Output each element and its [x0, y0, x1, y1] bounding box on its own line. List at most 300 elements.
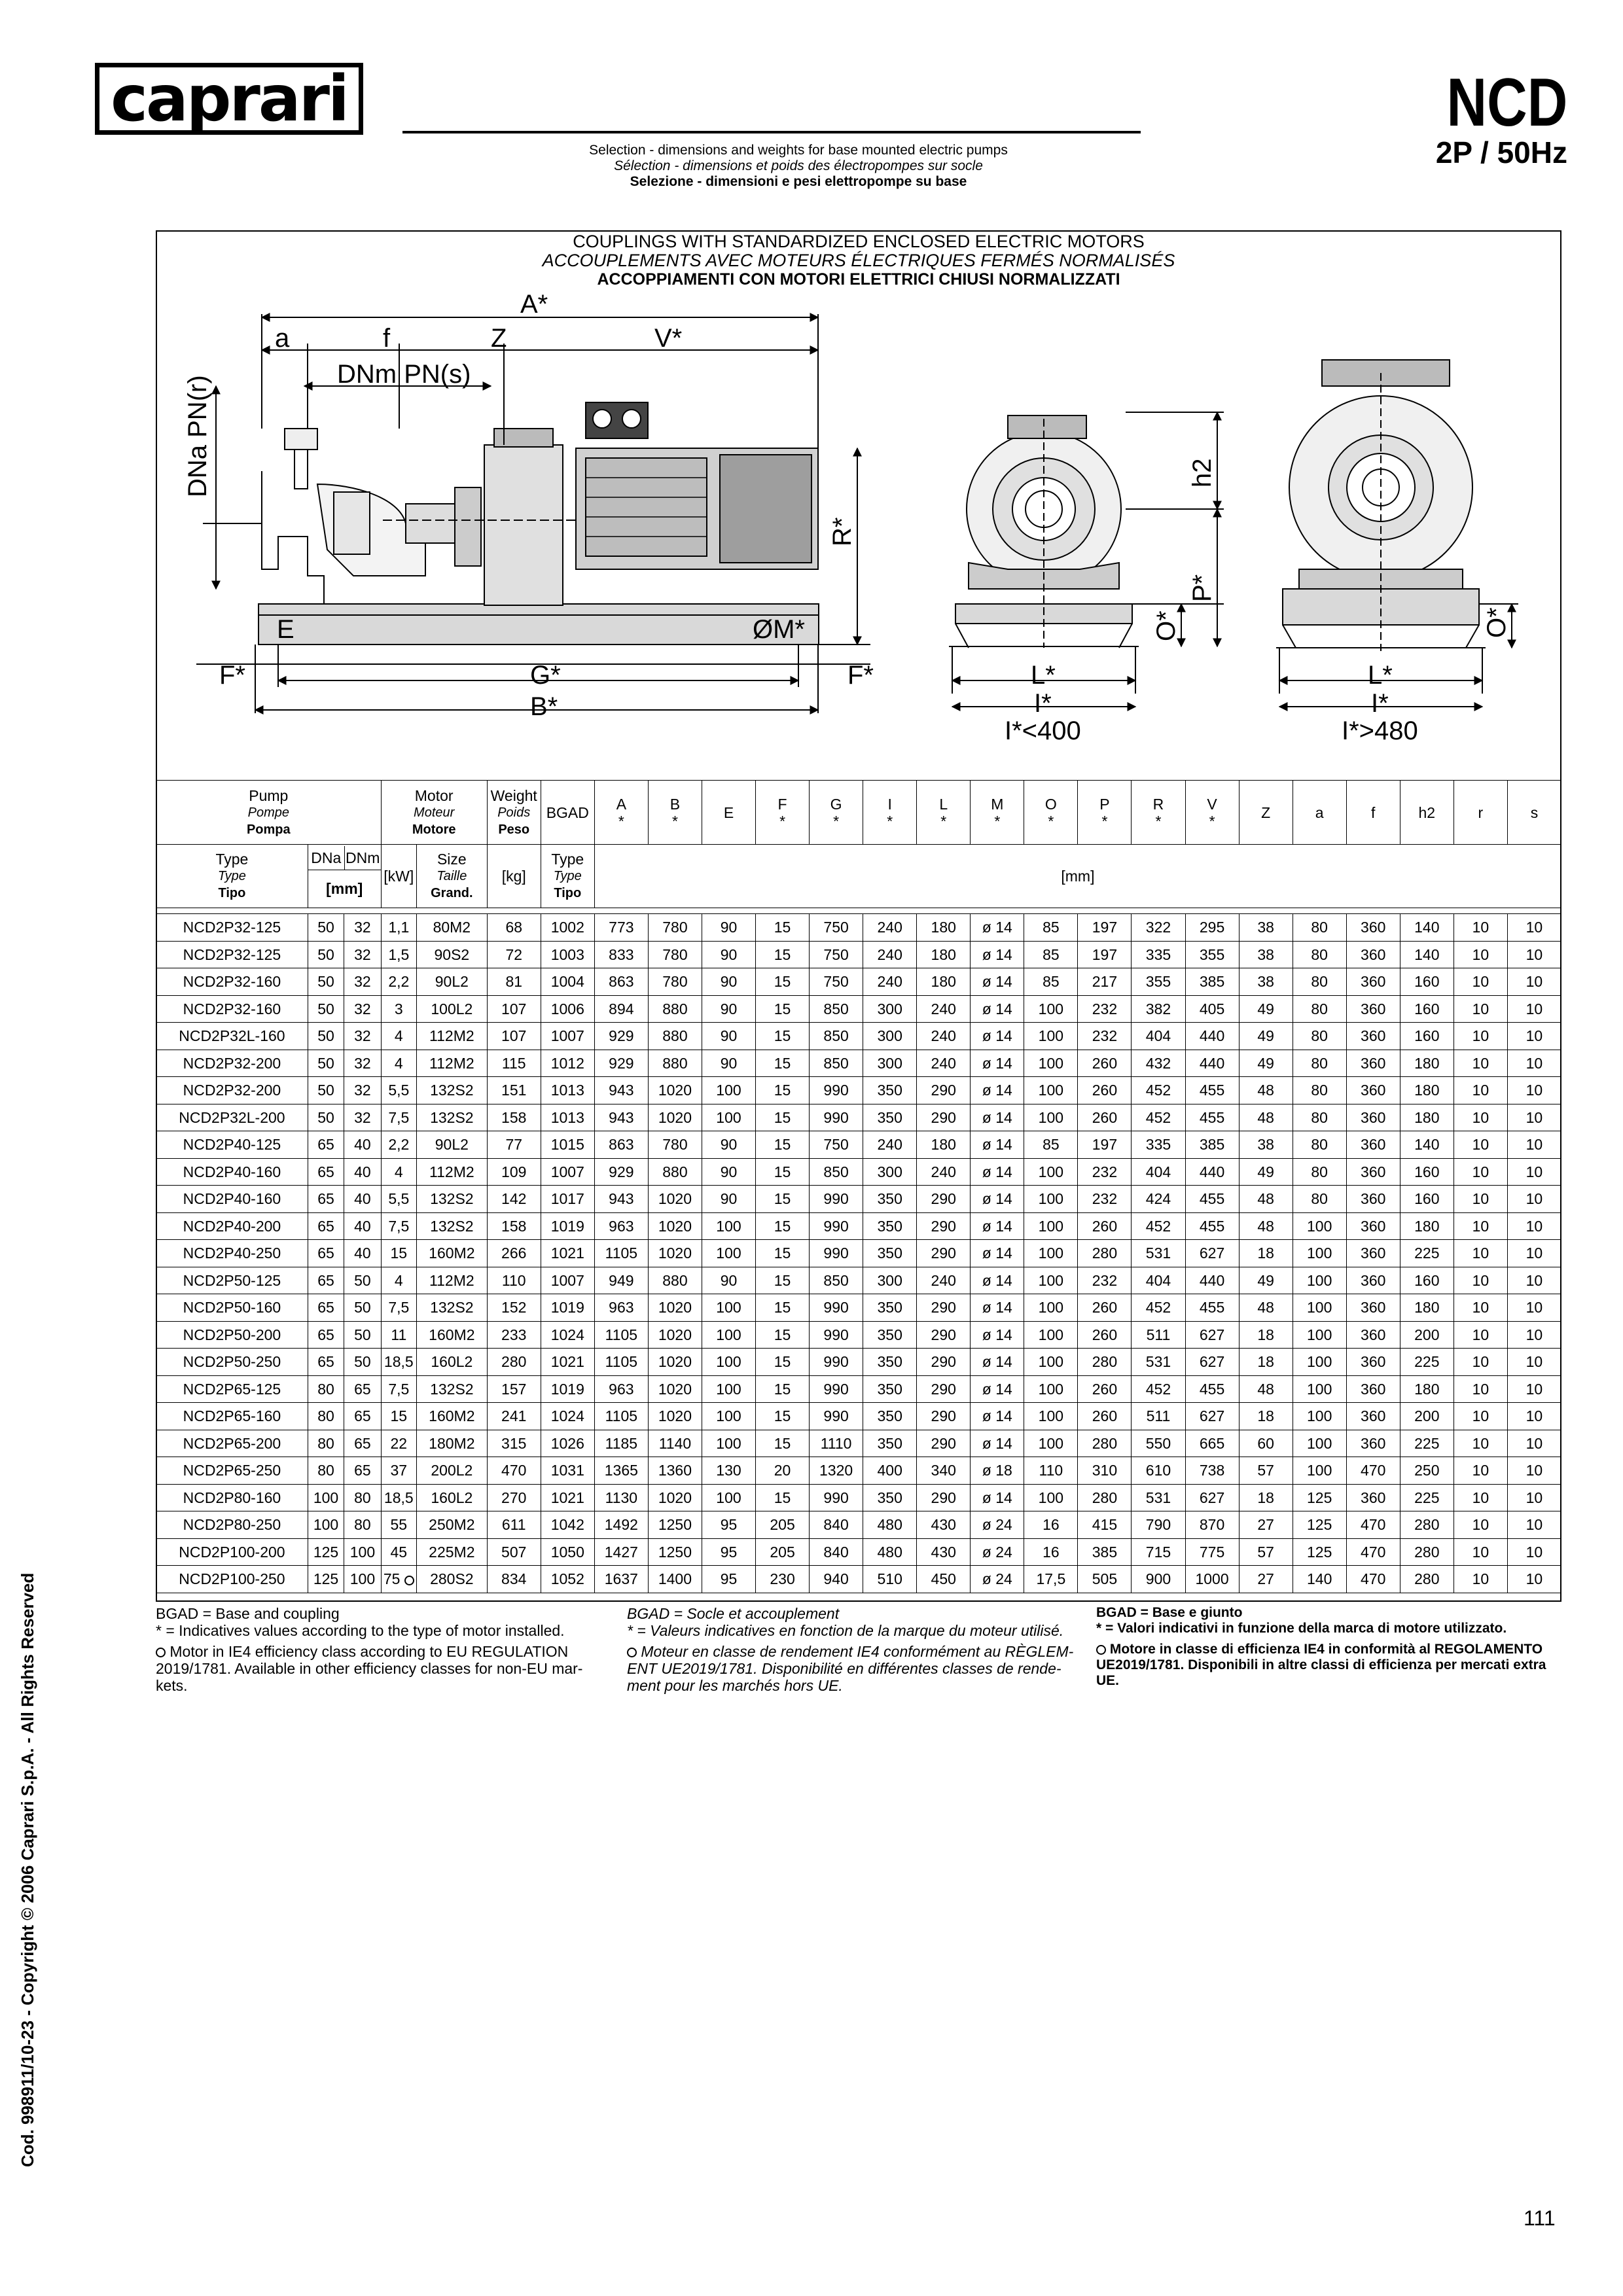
table-cell: 100	[702, 1430, 755, 1457]
table-cell: 450	[917, 1566, 971, 1593]
table-cell: 10	[1507, 1566, 1561, 1593]
table-cell: 57	[1239, 1457, 1293, 1485]
table-cell: 112M2	[416, 1267, 487, 1294]
table-cell: 780	[648, 1131, 702, 1159]
header-dim: a	[1293, 781, 1346, 845]
table-cell: ø 14	[971, 1403, 1024, 1430]
table-cell: 90	[702, 1158, 755, 1186]
table-cell: 95	[702, 1511, 755, 1539]
table-cell: 90	[702, 941, 755, 968]
table-cell: 1017	[541, 1186, 594, 1213]
table-row	[156, 995, 1561, 1023]
table-cell: 1050	[541, 1538, 594, 1566]
table-cell: 80M2	[416, 914, 487, 942]
table-cell: 80	[1293, 995, 1346, 1023]
table-cell: ø 14	[971, 968, 1024, 996]
table-cell: 511	[1132, 1403, 1185, 1430]
pump-type-cell: NCD2P80-160	[156, 1484, 308, 1511]
table-cell: 50	[308, 995, 344, 1023]
table-cell: 90L2	[416, 1131, 487, 1159]
table-cell: 49	[1239, 1158, 1293, 1186]
table-cell: 260	[1078, 1104, 1132, 1131]
table-cell: 100	[702, 1240, 755, 1267]
table-cell: 38	[1239, 941, 1293, 968]
table-cell: 350	[863, 1375, 917, 1403]
table-cell: 125	[308, 1566, 344, 1593]
table-cell: 880	[648, 1158, 702, 1186]
table-cell: 10	[1507, 1186, 1561, 1213]
table-cell: 100	[702, 1403, 755, 1430]
table-cell: 180	[917, 914, 971, 942]
table-cell: 990	[810, 1240, 863, 1267]
table-cell: 100	[344, 1538, 381, 1566]
table-cell: 15	[756, 1104, 810, 1131]
table-row	[156, 1023, 1561, 1050]
table-cell: 780	[648, 968, 702, 996]
label-R: R*	[828, 517, 857, 546]
table-cell: 10	[1454, 1050, 1507, 1077]
table-cell: 80	[1293, 968, 1346, 996]
table-cell: 132S2	[416, 1212, 487, 1240]
table-cell: 15	[756, 968, 810, 996]
table-cell: 250	[1400, 1457, 1454, 1485]
table-cell: 180	[1400, 1375, 1454, 1403]
table-cell: 260	[1078, 1077, 1132, 1104]
table-cell: 160L2	[416, 1349, 487, 1376]
table-cell: 5,5	[381, 1186, 416, 1213]
table-cell: 1427	[594, 1538, 648, 1566]
table-cell: 18	[1239, 1321, 1293, 1349]
table-cell: 627	[1185, 1403, 1239, 1430]
table-cell: 280	[1400, 1538, 1454, 1566]
header-kg: [kg]	[487, 845, 541, 908]
table-cell: 750	[810, 914, 863, 942]
table-cell: 300	[863, 995, 917, 1023]
table-cell: 132S2	[416, 1077, 487, 1104]
table-cell: 90	[702, 995, 755, 1023]
table-cell: 180	[1400, 1050, 1454, 1077]
note-ie4-en: Motor in IE4 efficiency class according to EU REGULATION 2019/1781. Available in other efficiency classes for non-EU mar-kets.	[156, 1643, 583, 1694]
table-cell: 990	[810, 1212, 863, 1240]
table-cell: 100	[1024, 1430, 1078, 1457]
table-cell: 1,5	[381, 941, 416, 968]
table-cell: 160	[1400, 1023, 1454, 1050]
table-cell: 27	[1239, 1511, 1293, 1539]
table-cell: 232	[1078, 1186, 1132, 1213]
note-bgad-it: BGAD = Base e giunto	[1096, 1605, 1243, 1620]
table-cell: 85	[1024, 941, 1078, 968]
table-cell: 100	[1293, 1430, 1346, 1457]
table-cell: 50	[308, 914, 344, 942]
table-cell: 470	[1346, 1511, 1400, 1539]
table-cell: 100	[344, 1566, 381, 1593]
label-a: a	[275, 324, 290, 353]
table-cell: 360	[1346, 1186, 1400, 1213]
table-cell: 1052	[541, 1566, 594, 1593]
table-row	[156, 1294, 1561, 1322]
table-cell: 241	[487, 1403, 541, 1430]
table-cell: 10	[1454, 1186, 1507, 1213]
table-cell: 280	[1400, 1566, 1454, 1593]
table-cell: 10	[1454, 1511, 1507, 1539]
header-pump: Pump Pompe Pompa	[156, 781, 382, 845]
table-cell: 160	[1400, 1186, 1454, 1213]
table-cell: 65	[308, 1158, 344, 1186]
table-cell: 360	[1346, 1077, 1400, 1104]
table-cell: 963	[594, 1212, 648, 1240]
table-row	[156, 968, 1561, 996]
table-cell: 4	[381, 1023, 416, 1050]
table-cell: 38	[1239, 1131, 1293, 1159]
table-cell: ø 14	[971, 1023, 1024, 1050]
table-cell: 335	[1132, 1131, 1185, 1159]
table-cell: 132S2	[416, 1104, 487, 1131]
table-cell: 929	[594, 1023, 648, 1050]
label-I-right: I*	[1371, 689, 1389, 718]
header-size: Size Taille Grand.	[416, 845, 487, 908]
table-cell: 160M2	[416, 1240, 487, 1267]
table-cell: 107	[487, 1023, 541, 1050]
table-cell: 1000	[1185, 1566, 1239, 1593]
table-cell: 180	[917, 968, 971, 996]
couplings-title-fr: ACCOUPLEMENTS AVEC MOTEURS ÉLECTRIQUES FERMÉS NORMALISÉS	[542, 251, 1175, 270]
couplings-title	[156, 232, 1561, 289]
table-cell: 455	[1185, 1077, 1239, 1104]
table-cell: 360	[1346, 1158, 1400, 1186]
table-cell: 611	[487, 1511, 541, 1539]
base-plate	[259, 604, 819, 645]
table-cell: 949	[594, 1267, 648, 1294]
table-cell: 880	[648, 995, 702, 1023]
table-cell: 57	[1239, 1538, 1293, 1566]
table-cell: 100	[1024, 1212, 1078, 1240]
table-cell: 10	[1507, 1131, 1561, 1159]
model-title: NCD	[1446, 65, 1567, 141]
table-cell: 10	[1507, 1212, 1561, 1240]
table-cell: 68	[487, 914, 541, 942]
table-cell: 1003	[541, 941, 594, 968]
table-cell: 452	[1132, 1104, 1185, 1131]
table-cell: 152	[487, 1294, 541, 1322]
table-cell: 290	[917, 1375, 971, 1403]
table-cell: 81	[487, 968, 541, 996]
table-cell: 10	[1454, 941, 1507, 968]
table-cell: 480	[863, 1538, 917, 1566]
table-cell: 32	[344, 1050, 381, 1077]
table-cell: 100	[308, 1511, 344, 1539]
table-cell: 100L2	[416, 995, 487, 1023]
table-cell: 360	[1346, 1375, 1400, 1403]
table-cell: 15	[756, 1158, 810, 1186]
table-cell: 10	[1507, 1321, 1561, 1349]
table-row	[156, 1212, 1561, 1240]
table-cell: 929	[594, 1050, 648, 1077]
table-cell: 240	[917, 1050, 971, 1077]
table-cell: 773	[594, 914, 648, 942]
table-cell: 1020	[648, 1484, 702, 1511]
table-row	[156, 1349, 1561, 1376]
table-cell: ø 24	[971, 1566, 1024, 1593]
table-cell: 260	[1078, 1050, 1132, 1077]
table-cell: 75	[381, 1566, 416, 1593]
table-cell: 80	[1293, 1158, 1346, 1186]
table-cell: 17,5	[1024, 1566, 1078, 1593]
table-cell: 32	[344, 941, 381, 968]
table-cell: 232	[1078, 1023, 1132, 1050]
table-cell: 404	[1132, 1023, 1185, 1050]
table-cell: ø 14	[971, 1484, 1024, 1511]
table-cell: 5,5	[381, 1077, 416, 1104]
table-cell: 290	[917, 1430, 971, 1457]
table-cell: 10	[1454, 914, 1507, 942]
table-cell: 90	[702, 1267, 755, 1294]
table-cell: 90	[702, 1023, 755, 1050]
table-cell: 300	[863, 1267, 917, 1294]
table-cell: 1365	[594, 1457, 648, 1485]
table-cell: 10	[1454, 995, 1507, 1023]
table-row	[156, 1457, 1561, 1485]
table-cell: 180	[1400, 1294, 1454, 1322]
pump-type-cell: NCD2P32L-160	[156, 1023, 308, 1050]
table-cell: 1002	[541, 914, 594, 942]
table-cell: 32	[344, 1023, 381, 1050]
table-cell: 404	[1132, 1267, 1185, 1294]
label-A: A*	[520, 290, 548, 319]
table-cell: 65	[308, 1212, 344, 1240]
table-cell: 480	[863, 1511, 917, 1539]
pump-type-cell: NCD2P100-200	[156, 1538, 308, 1566]
table-cell: 385	[1185, 1131, 1239, 1159]
label-M: ØM*	[753, 615, 805, 644]
table-cell: ø 24	[971, 1538, 1024, 1566]
pump-type-cell: NCD2P40-200	[156, 1212, 308, 1240]
table-cell: 109	[487, 1158, 541, 1186]
table-row	[156, 1158, 1561, 1186]
table-cell: 100	[702, 1349, 755, 1376]
table-cell: 32	[344, 995, 381, 1023]
note-ie4-fr: Moteur en classe de rendement IE4 conformément au RÈGLEM-ENT UE2019/1781. Disponibilité en différentes classes de rende-ment pour les marchés hors UE.	[627, 1643, 1074, 1694]
table-row	[156, 1240, 1561, 1267]
table-cell: 80	[1293, 1050, 1346, 1077]
table-cell: 10	[1507, 1538, 1561, 1566]
header-dim: r	[1454, 781, 1507, 845]
table-cell: 160M2	[416, 1321, 487, 1349]
table-cell: 100	[1024, 1104, 1078, 1131]
header-dim: M *	[971, 781, 1024, 845]
frequency-label: 2P / 50Hz	[1435, 135, 1567, 169]
ie4-circle-icon	[1096, 1645, 1106, 1655]
table-cell: 1105	[594, 1321, 648, 1349]
table-cell: 360	[1346, 1240, 1400, 1267]
table-cell: 335	[1132, 941, 1185, 968]
table-cell: 18	[1239, 1349, 1293, 1376]
table-cell: 15	[756, 1321, 810, 1349]
table-cell: 507	[487, 1538, 541, 1566]
table-cell: 240	[863, 968, 917, 996]
table-cell: 440	[1185, 1158, 1239, 1186]
table-cell: 850	[810, 1050, 863, 1077]
table-cell: 350	[863, 1077, 917, 1104]
table-cell: 10	[1507, 1104, 1561, 1131]
table-cell: ø 14	[971, 995, 1024, 1023]
pump-type-cell: NCD2P40-160	[156, 1186, 308, 1213]
table-cell: 350	[863, 1430, 917, 1457]
table-cell: 1400	[648, 1566, 702, 1593]
table-cell: 415	[1078, 1511, 1132, 1539]
table-cell: 140	[1400, 914, 1454, 942]
table-cell: 65	[308, 1294, 344, 1322]
table-cell: 1021	[541, 1349, 594, 1376]
table-cell: 315	[487, 1430, 541, 1457]
table-cell: 1105	[594, 1240, 648, 1267]
table-cell: 180	[917, 941, 971, 968]
table-cell: 1004	[541, 968, 594, 996]
table-cell: 863	[594, 1131, 648, 1159]
table-cell: 48	[1239, 1104, 1293, 1131]
table-cell: 360	[1346, 1484, 1400, 1511]
table-cell: 65	[344, 1430, 381, 1457]
table-cell: 80	[308, 1403, 344, 1430]
table-cell: 100	[1293, 1321, 1346, 1349]
table-cell: 1360	[648, 1457, 702, 1485]
table-cell: ø 14	[971, 1131, 1024, 1159]
table-cell: 715	[1132, 1538, 1185, 1566]
table-cell: 90S2	[416, 941, 487, 968]
table-cell: 432	[1132, 1050, 1185, 1077]
table-cell: 100	[1024, 1023, 1078, 1050]
table-cell: 180	[1400, 1077, 1454, 1104]
table-cell: 100	[1293, 1349, 1346, 1376]
table-cell: 990	[810, 1077, 863, 1104]
header-dim: I *	[863, 781, 917, 845]
table-cell: 18,5	[381, 1484, 416, 1511]
table-cell: 280S2	[416, 1566, 487, 1593]
table-cell: 1015	[541, 1131, 594, 1159]
pump-type-cell: NCD2P40-250	[156, 1240, 308, 1267]
table-cell: 225	[1400, 1349, 1454, 1376]
table-row	[156, 1375, 1561, 1403]
table-cell: 132S2	[416, 1186, 487, 1213]
table-cell: 1012	[541, 1050, 594, 1077]
table-cell: 125	[308, 1538, 344, 1566]
table-cell: 232	[1078, 995, 1132, 1023]
table-cell: 10	[1454, 1077, 1507, 1104]
table-cell: ø 14	[971, 1375, 1024, 1403]
table-cell: 440	[1185, 1023, 1239, 1050]
table-cell: 112M2	[416, 1050, 487, 1077]
logo-text: caprari	[111, 62, 348, 135]
table-cell: 205	[756, 1538, 810, 1566]
table-cell: 49	[1239, 1023, 1293, 1050]
label-F-right: F*	[847, 661, 874, 690]
ie4-circle-icon	[156, 1648, 166, 1657]
selection-title-en: Selection - dimensions and weights for base mounted electric pumps	[589, 143, 1008, 158]
table-cell: 2,2	[381, 968, 416, 996]
table-row	[156, 1511, 1561, 1539]
table-cell: 1105	[594, 1349, 648, 1376]
table-cell: 48	[1239, 1077, 1293, 1104]
table-cell: 50	[308, 1077, 344, 1104]
table-cell: 125	[1293, 1484, 1346, 1511]
table-cell: 48	[1239, 1212, 1293, 1240]
table-cell: 10	[1507, 914, 1561, 942]
table-cell: 15	[756, 1077, 810, 1104]
table-cell: 125	[1293, 1511, 1346, 1539]
table-cell: 290	[917, 1403, 971, 1430]
table-cell: 1020	[648, 1077, 702, 1104]
table-cell: ø 14	[971, 1158, 1024, 1186]
table-cell: 225	[1400, 1240, 1454, 1267]
table-cell: 38	[1239, 968, 1293, 996]
table-cell: 10	[1454, 1430, 1507, 1457]
table-cell: 400	[863, 1457, 917, 1485]
table-cell: 3	[381, 995, 416, 1023]
table-cell: 160	[1400, 1267, 1454, 1294]
table-cell: 1020	[648, 1104, 702, 1131]
table-cell: 10	[1507, 968, 1561, 996]
table-cell: 230	[756, 1566, 810, 1593]
table-cell: 15	[756, 914, 810, 942]
table-cell: 15	[756, 1349, 810, 1376]
table-cell: 80	[1293, 914, 1346, 942]
table-cell: 90	[702, 1186, 755, 1213]
table-cell: 10	[1507, 1349, 1561, 1376]
table-cell: 850	[810, 1023, 863, 1050]
table-cell: 151	[487, 1077, 541, 1104]
table-cell: 10	[1454, 1484, 1507, 1511]
table-cell: 232	[1078, 1158, 1132, 1186]
table-cell: 32	[344, 968, 381, 996]
table-cell: 100	[1024, 1186, 1078, 1213]
pump-type-cell: NCD2P32-125	[156, 941, 308, 968]
table-cell: 880	[648, 1267, 702, 1294]
table-cell: 95	[702, 1538, 755, 1566]
table-cell: 100	[1293, 1240, 1346, 1267]
pump-type-cell: NCD2P65-250	[156, 1457, 308, 1485]
table-cell: 16	[1024, 1511, 1078, 1539]
table-cell: ø 14	[971, 1212, 1024, 1240]
header-kw: [kW]	[381, 845, 416, 908]
table-cell: ø 14	[971, 941, 1024, 968]
table-cell: 510	[863, 1566, 917, 1593]
table-cell: 10	[1454, 1158, 1507, 1186]
label-P: P*	[1188, 574, 1217, 602]
pump-type-cell: NCD2P32-160	[156, 968, 308, 996]
table-row	[156, 1131, 1561, 1159]
table-cell: 280	[1400, 1511, 1454, 1539]
table-cell: 49	[1239, 1050, 1293, 1077]
table-cell: ø 14	[971, 1186, 1024, 1213]
table-cell: 18	[1239, 1240, 1293, 1267]
table-cell: 15	[381, 1240, 416, 1267]
header-dim: B *	[648, 781, 702, 845]
table-cell: 430	[917, 1538, 971, 1566]
table-cell: 60	[1239, 1430, 1293, 1457]
table-cell: 232	[1078, 1267, 1132, 1294]
table-cell: 290	[917, 1349, 971, 1376]
table-row	[156, 1267, 1561, 1294]
table-cell: 10	[1454, 1403, 1507, 1430]
table-cell: 142	[487, 1186, 541, 1213]
table-cell: 180M2	[416, 1430, 487, 1457]
label-G: G*	[530, 661, 561, 690]
table-cell: 100	[1024, 1158, 1078, 1186]
header-mm: [mm]	[594, 845, 1561, 908]
table-cell: 360	[1346, 1212, 1400, 1240]
table-cell: 750	[810, 1131, 863, 1159]
table-cell: 50	[308, 968, 344, 996]
table-cell: 355	[1185, 941, 1239, 968]
